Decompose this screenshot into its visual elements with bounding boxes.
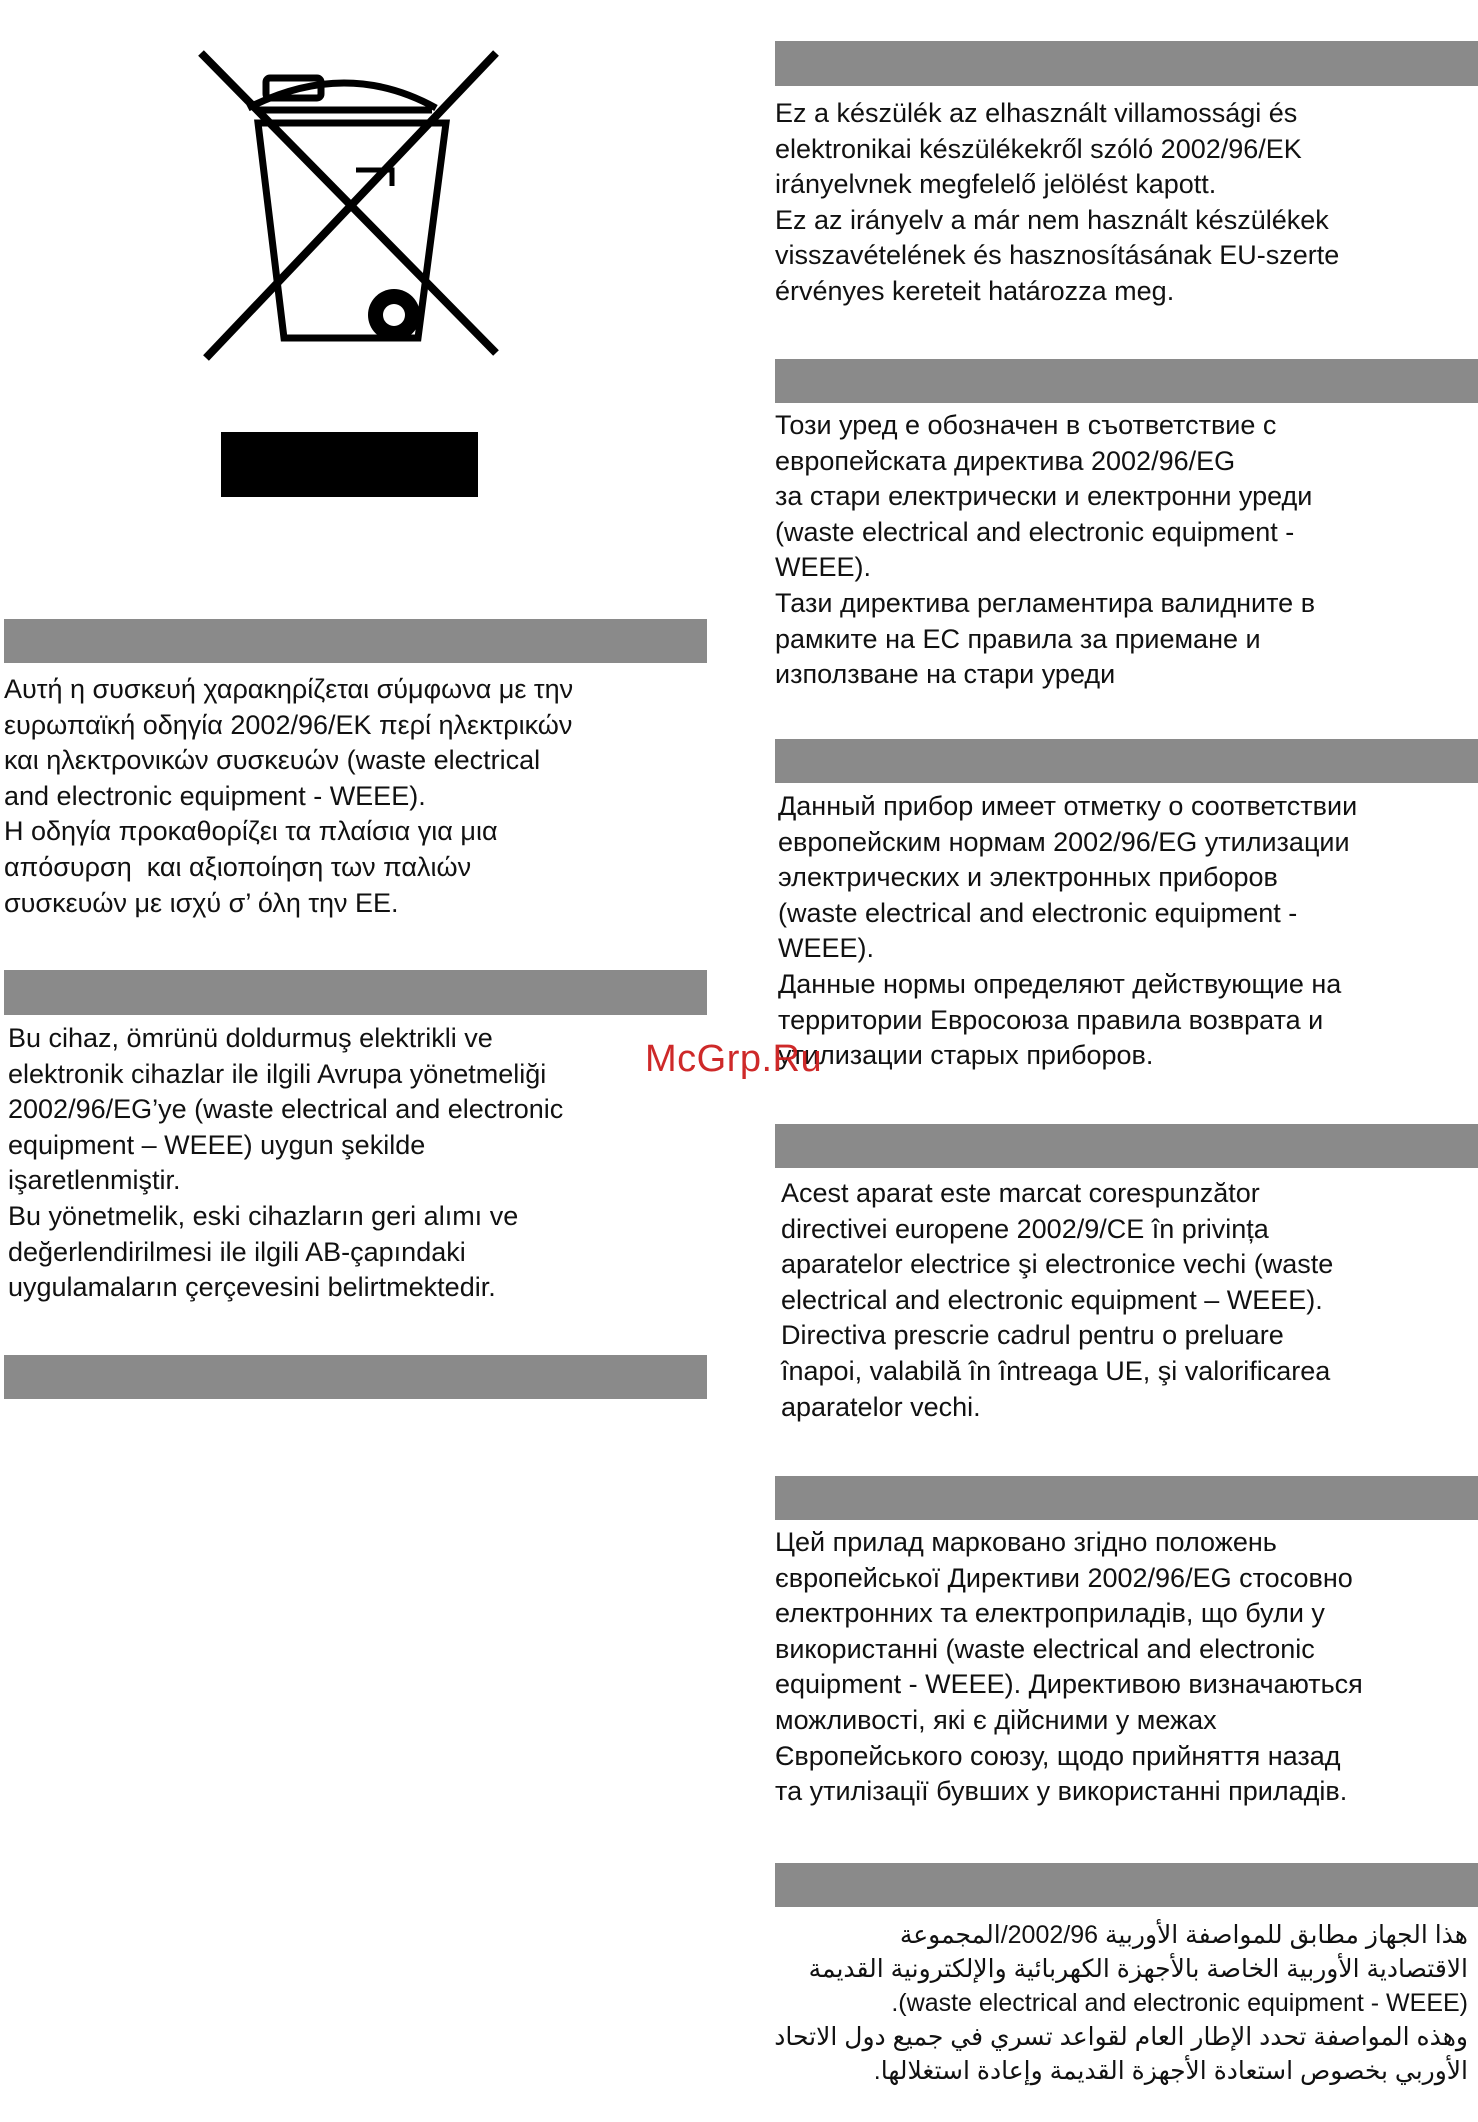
watermark: McGrp.Ru [645,1038,823,1080]
section-text-hungarian: Ez a készülék az elhasznált villamossági és elektronikai készülékekről szóló 2002/96/EK irányelvnek megfelelő jelölést kapott. Ez az irányelv a már nem használt készülékek visszavételének és hasznosításának EU-szerte érvényes kereteit határozza meg. [775,98,1340,306]
section-text-romanian: Acest aparat este marcat corespunzător directivei europene 2002/9/CE în privința aparatelor electrice şi electronice vechi (waste electrical and electronic equipment – WEEE). Directiva prescrie cadrul pentru o preluare înapoi, valabilă în întreaga UE, şi valorificarea aparatelor vechi. [781,1178,1334,1422]
section-text-russian: Данный прибор имеет отметку о соответствии европейским нормам 2002/96/EG утилизации электрических и электронных приборов (waste electrical and electronic equipment - WEEE). Данные нормы определяют действующие на территории Евросоюза правила возврата и утилизации старых приборов. [778,791,1358,1071]
section-header-bar-empty [4,1355,707,1399]
section-text-bulgarian: Този уред е обозначен в съответствие с европейската директива 2002/96/EG за стари електрически и електронни уреди (waste electrical and electronic equipment - WEEE). Тази директива регламентира валидните в рамките на ЕС правила за приемане и използване на стари уреди [775,410,1316,690]
section-header-bar-bulgarian [775,359,1478,403]
section-text-turkish: Bu cihaz, ömrünü doldurmuş elektrikli ve elektronik cihazlar ile ilgili Avrupa yönetmeliği 2002/96/EG’ye (waste electrical and electronic equipment – WEEE) uygun şekilde işaretlenmiştir. Bu yönetmelik, eski cihazların geri alımı ve değerlendirilmesi ile ilgili AB-çapındaki uygulamaların çerçevesini belirtmektedir. [8,1023,564,1303]
section-text-ukrainian: Цей прилад марковано згідно положень європейської Директиви 2002/96/EG стосовно електронних та електроприладів, що були у використанні (waste electrical and electronic equipment - WEEE). Директивою визначаються можливості, які є дійсними у межах Європейського союзу, щодо прийняття назад та утилізації бувших у використанні приладів. [775,1527,1363,1807]
section-text-arabic: هذا الجهاز مطابق للمواصفة الأوربية 2002/96/المجموعة الاقتصادية الأوربية الخاصة بالأجهزة الكهربائية والإلكترونية القديمة (waste electrical and electronic equipment - WEEE). وهذه المواصفة تحدد الإطار العام لقواعد تسري في جميع دول الاتحاد الأوربي بخصوص استعادة الأجهزة القديمة وإعادة استغلالها. [774,1921,1468,2085]
section-text-greek: Αυτή η συσκευή χαρακηρίζεται σύμφωνα με την ευρωπαϊκή οδηγία 2002/96/ΕΚ περί ηλεκτρικών και ηλεκτρονικών συσκευών (waste electrical and electronic equipment - WEEE). Η οδηγία προκαθορίζει τα πλαίσια για μια απόσυρση και αξιοποίηση των παλιών συσκευών με ισχύ σ’ όλη την ΕΕ. [4,674,574,918]
section-header-bar-hungarian [775,41,1478,86]
section-header-bar-arabic [775,1863,1478,1907]
section-header-bar-romanian [775,1124,1478,1168]
black-bar [221,432,478,497]
section-header-bar-greek [4,619,707,663]
section-header-bar-russian [775,739,1478,783]
crossed-out-wheelie-bin-icon [196,48,501,364]
section-header-bar-ukrainian [775,1476,1478,1520]
section-header-bar-turkish [4,970,707,1015]
